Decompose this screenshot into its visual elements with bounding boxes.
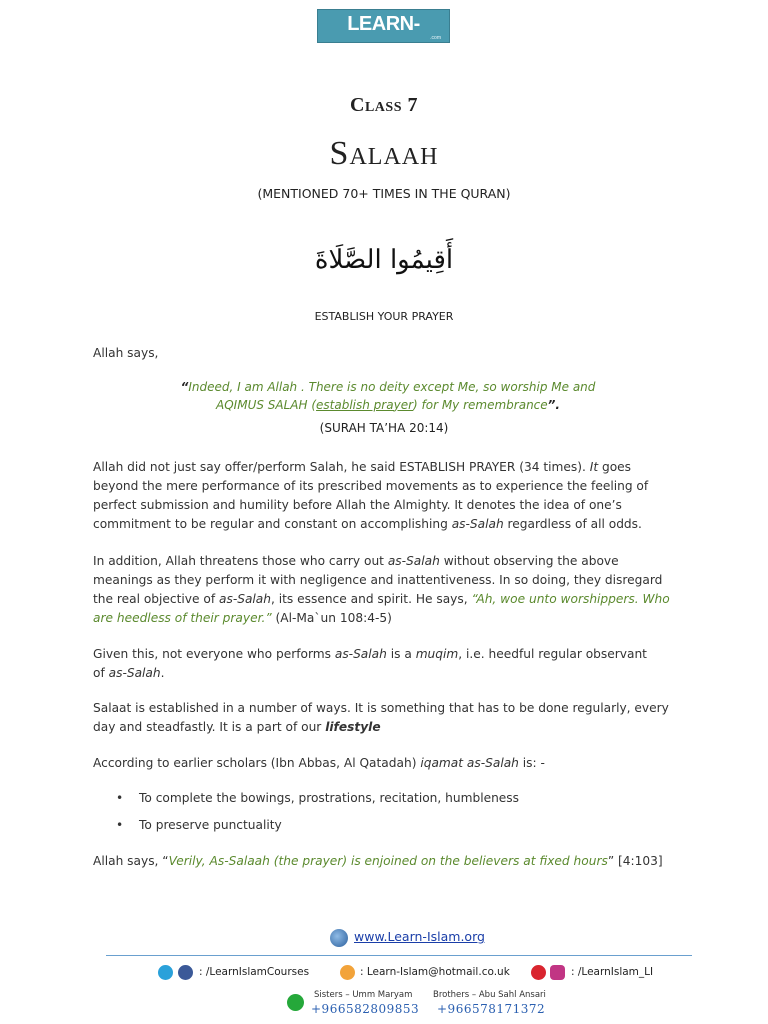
sisters-label: Sisters – Umm Maryam: [314, 990, 413, 1000]
surah-quote: [160, 379, 616, 414]
p3-text-d: .: [160, 666, 165, 680]
p3-text-b: is a: [386, 647, 416, 661]
paragraph-5: [93, 754, 678, 773]
p1-as-salah: as-Salah: [451, 517, 504, 531]
paragraph-4: [93, 699, 678, 737]
facebook-icon[interactable]: [178, 965, 193, 980]
p2-as-salah-2: as-Salah: [219, 592, 271, 606]
verse-translation: ESTABLISH YOUR PRAYER: [314, 310, 454, 323]
class-label: Class 7: [350, 94, 418, 116]
paragraph-1: [93, 458, 678, 534]
p6-reference: ” [4:103]: [607, 854, 663, 868]
social-handle[interactable]: : /LearnIslam_LI: [571, 966, 654, 978]
brothers-phone[interactable]: +966578171372: [437, 1002, 546, 1016]
logo-text: LEARN-ISLAM: [347, 13, 420, 63]
p2-text-b: without observing the above meanings as they perform it with negligence and inattentiveness. In so doing, they disregard the real objective of: [93, 554, 663, 606]
allah-says-intro: Allah says,: [93, 346, 159, 360]
p5-text-b: is: -: [518, 756, 545, 770]
bullet-dot-2: •: [116, 818, 124, 832]
website-link[interactable]: www.Learn-Islam.org: [354, 929, 485, 944]
p2-text-c: , its essence and spirit. He says,: [271, 592, 472, 606]
p5-text-a: According to earlier scholars (Ibn Abbas, Al Qatadah): [93, 756, 421, 770]
whatsapp-icon[interactable]: [287, 994, 304, 1011]
email-icon[interactable]: [340, 965, 355, 980]
globe-icon: [330, 929, 348, 947]
instagram-icon[interactable]: [550, 965, 565, 980]
email-address[interactable]: : Learn-Islam@hotmail.co.uk: [360, 966, 510, 978]
quote-reference: (SURAH TA’HA 20:14): [319, 421, 449, 435]
bullet-item-2: To preserve punctuality: [139, 818, 282, 832]
p1-text-a: Allah did not just say offer/perform Salah, he said ESTABLISH PRAYER (34 times).: [93, 460, 590, 474]
pinterest-icon[interactable]: [531, 965, 546, 980]
p3-as-salah: as-Salah: [334, 647, 387, 661]
quote-line-2b: ) for My remembrance: [413, 397, 548, 412]
page-subtitle: (MENTIONED 70+ TIMES IN THE QURAN): [257, 186, 511, 201]
p2-as-salah-1: as-Salah: [387, 554, 440, 568]
bullet-item-1: To complete the bowings, prostrations, recitation, humbleness: [139, 791, 519, 805]
p6-text-a: Allah says, “: [93, 854, 169, 868]
p1-text-b: goes beyond the mere performance of its prescribed movements as to experience the feeling of perfect submission and humility before Allah the Almighty. It denotes the idea of one’s commitment to be regular and constant on accomplishing: [93, 460, 649, 531]
paragraph-3: [93, 645, 653, 683]
quote-close-mark: ”.: [547, 397, 560, 412]
p3-as-salah-2: as-Salah: [108, 666, 161, 680]
quote-open-mark: “: [180, 380, 189, 394]
p4-text-a: Salaat is established in a number of ways. It is something that has to be done regularly, every day and steadfastly. It is a part of our: [93, 701, 669, 734]
p3-text-a: Given this, not everyone who performs: [93, 647, 335, 661]
arabic-verse: أَقِيمُوا الصَّلَاةَ: [314, 245, 454, 275]
quote-line-1: Indeed, I am Allah . There is no deity except Me, so worship Me and: [188, 380, 596, 394]
paragraph-2: [93, 552, 678, 628]
telegram-icon[interactable]: [158, 965, 173, 980]
p1-text-c: regardless of all odds.: [503, 517, 642, 531]
bullet-dot-1: •: [116, 791, 124, 805]
quote-line-2a: AQIMUS SALAH (: [216, 397, 317, 412]
footer-divider: [106, 955, 692, 956]
p3-muqim: muqim: [415, 647, 459, 661]
social-courses[interactable]: : /LearnIslamCourses: [199, 966, 310, 978]
logo-domain: .com: [430, 35, 441, 41]
page-title: Salaah: [329, 135, 439, 172]
p4-lifestyle: lifestyle: [325, 720, 381, 734]
learn-islam-logo: [317, 9, 450, 63]
brothers-label: Brothers – Abu Sahl Ansari: [433, 990, 546, 1000]
p3-text-c: , i.e. heedful regular observant of: [93, 647, 647, 680]
sisters-phone[interactable]: +966582809853: [311, 1002, 420, 1016]
p6-quote: Verily, As-Salaah (the prayer) is enjoined on the believers at fixed hours: [168, 854, 608, 868]
p2-text-a: In addition, Allah threatens those who carry out: [93, 554, 388, 568]
p5-iqamat: iqamat as-Salah: [420, 756, 519, 770]
paragraph-6: [93, 852, 678, 871]
quote-link: establish prayer: [316, 397, 414, 412]
p2-reference: (Al-Ma`un 108:4-5): [271, 611, 392, 625]
p1-italic-it: It: [589, 460, 599, 474]
p2-quote: “Ah, woe unto worshippers. Who are heedless of their prayer.”: [93, 592, 670, 625]
